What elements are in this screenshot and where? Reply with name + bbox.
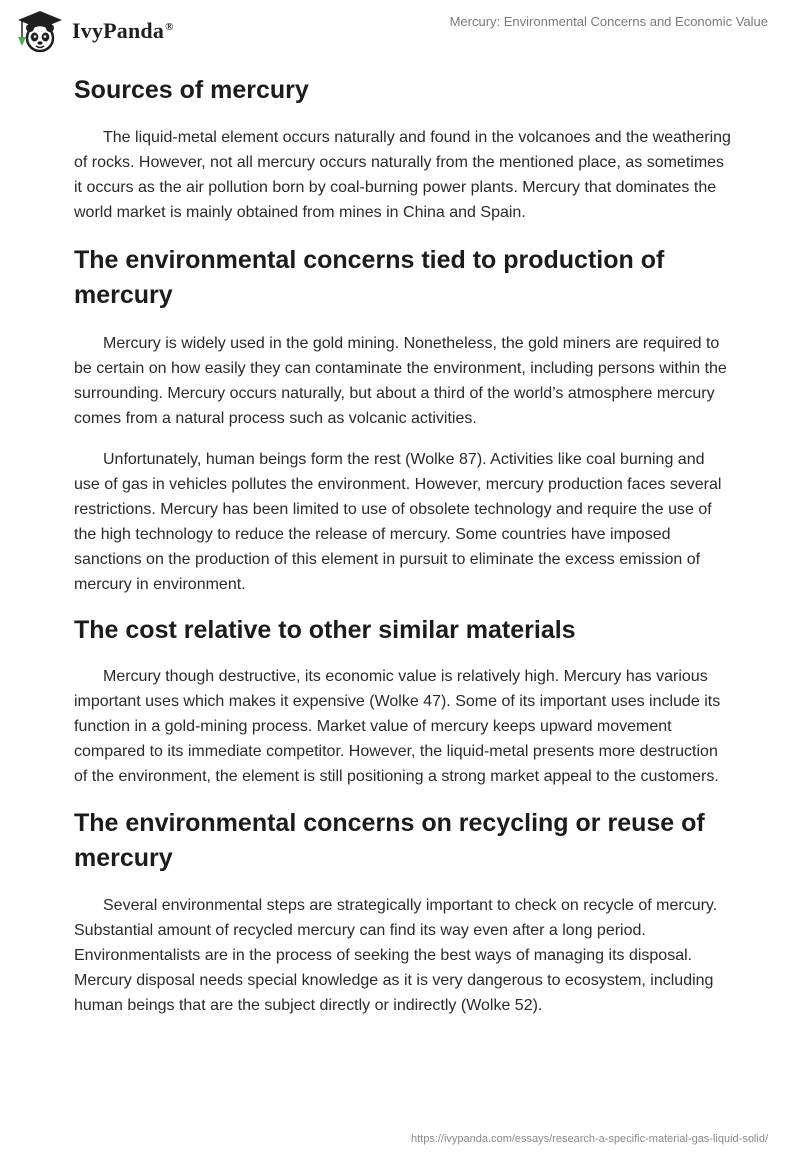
section-heading-cost: The cost relative to other similar materials — [74, 616, 576, 644]
panda-logo-icon — [14, 9, 66, 53]
paragraph-production-1: Mercury is widely used in the gold mining. Nonetheless, the gold miners are required to be certain on how easily they can contaminate the environment, including persons within the surrounding. Mercury occurs naturally, but about a third of the world’s atmosphere mercury comes from a natural process such as volcanic activities. — [74, 335, 727, 427]
paragraph-recycling: Several environmental steps are strategically important to check on recycle of mercury. Substantial amount of recycled mercury can find its way even after a long period. Environmentalists are in the process of seeking the best ways of managing its disposal. Mercury disposal needs special knowledge as it is very dangerous to ecosystem, including human beings that are the subject directly or indirectly (Wolke 52). — [74, 897, 718, 1014]
page-header — [0, 0, 800, 70]
brand-logo[interactable] — [14, 9, 174, 53]
article-body — [74, 70, 734, 1018]
source-url[interactable]: https://ivypanda.com/essays/research-a-specific-material-gas-liquid-solid/ — [410, 1133, 768, 1145]
paragraph-sources: The liquid-metal element occurs naturally and found in the volcanoes and the weathering of rocks. However, not all mercury occurs naturally from the mentioned place, as sometimes it occurs as the air pollution born by coal-burning power plants. Mercury that dominates the world market is mainly obtained from mines in China and Spain. — [74, 129, 731, 221]
section-heading-production-concerns: The environmental concerns tied to production of mercury — [74, 246, 665, 309]
registered-mark: ® — [165, 20, 174, 33]
paragraph-production-2: Unfortunately, human beings form the rest (Wolke 87). Activities like coal burning and use of gas in vehicles pollutes the environment. However, mercury production faces several restrictions. Mercury has been limited to use of obsolete technology and require the use of the high technology to reduce the release of mercury. Some countries have imposed sanctions on the production of this element in pursuit to eliminate the excess emission of mercury in environment. — [74, 451, 722, 593]
section-heading-recycling: The environmental concerns on recycling or reuse of mercury — [74, 809, 705, 872]
paragraph-cost: Mercury though destructive, its economic value is relatively high. Mercury has various important uses which makes it expensive (Wolke 47). Some of its important uses include its function in a gold-mining process. Market value of mercury keeps upward movement compared to its immediate competitor. However, the liquid-metal presents more destruction of the environment, the element is still positioning a strong market appeal to the customers. — [74, 668, 721, 785]
brand-name: IvyPanda® — [72, 18, 174, 43]
section-heading-sources: Sources of mercury — [74, 76, 309, 104]
document-title: Mercury: Environmental Concerns and Economic Value — [449, 14, 768, 29]
